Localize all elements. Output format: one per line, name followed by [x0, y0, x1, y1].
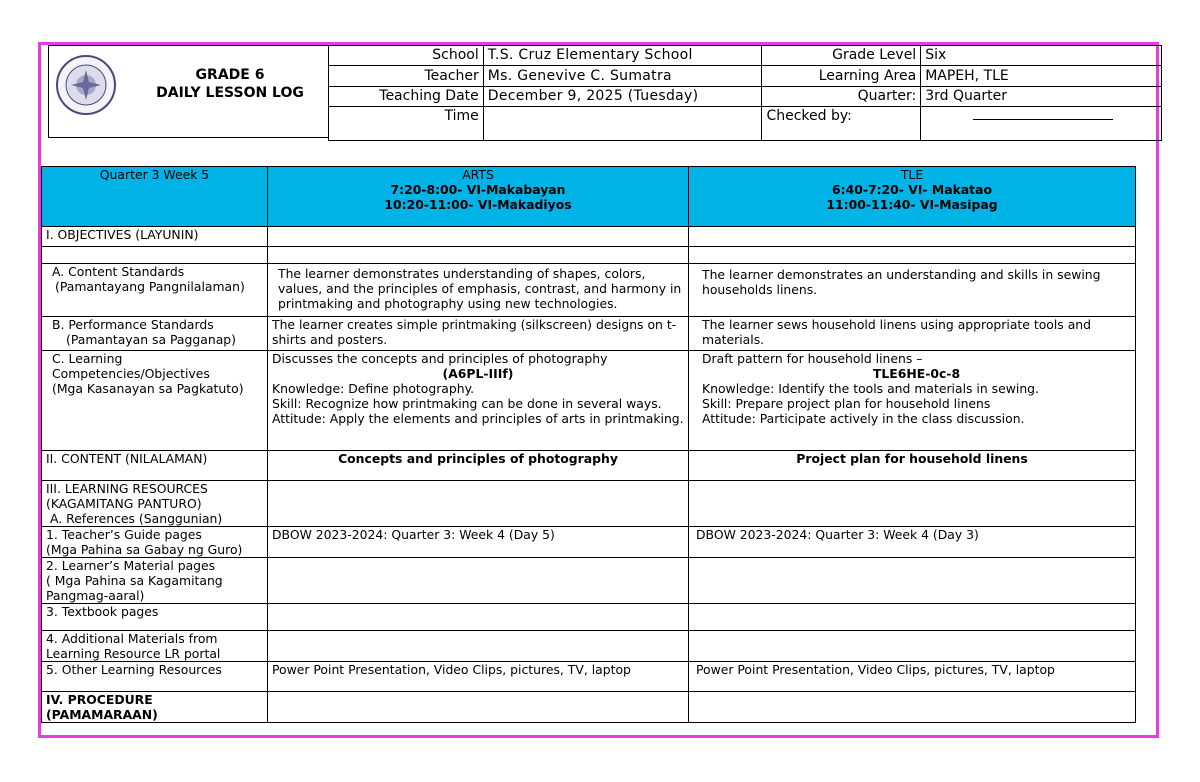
- additional-materials-arts: [268, 631, 689, 662]
- table-row: [42, 247, 1136, 264]
- deped-seal-icon: [55, 54, 117, 116]
- learners-material-arts: [268, 558, 689, 604]
- label-line: (PAMAMARAAN): [46, 707, 158, 722]
- label-line: (Pamantayang Pangnilalaman): [55, 279, 245, 294]
- quarter-value: 3rd Quarter: [921, 86, 1162, 106]
- table-row: [42, 481, 1136, 527]
- arts-schedule-1: 7:20-8:00- VI-Makabayan: [390, 182, 566, 197]
- label-line: Pangmag-aaral): [46, 588, 145, 603]
- document-title: [135, 66, 325, 102]
- label-line: ( Mga Pahina sa Kagamitang: [46, 573, 223, 588]
- table-row: [42, 227, 1136, 247]
- content-tle: Project plan for household linens: [689, 451, 1136, 481]
- label-line: A. References (Sanggunian): [50, 511, 223, 526]
- table-row: [42, 558, 1136, 604]
- checked-label: Checked by:: [762, 107, 921, 141]
- label-line: (Mga Kasanayan sa Pagkatuto): [52, 381, 244, 396]
- date-label: Teaching Date: [329, 86, 484, 106]
- tle-schedule-2: 11:00-11:40- VI-Masipag: [826, 197, 998, 212]
- table-row: [42, 692, 1136, 723]
- performance-standards-tle: The learner sews household linens using appropriate tools and materials.: [689, 317, 1136, 351]
- school-label: School: [329, 46, 484, 66]
- tle-header-cell: [689, 167, 1136, 227]
- content-label: II. CONTENT (NILALAMAN): [42, 451, 268, 481]
- table-row: [42, 527, 1136, 558]
- checked-signature: [921, 107, 1162, 141]
- header-title-cell: [48, 45, 328, 138]
- competencies-label: [42, 351, 268, 451]
- label-line: (Mga Pahina sa Gabay ng Guro): [46, 542, 243, 557]
- teachers-guide-arts: DBOW 2023-2024: Quarter 3: Week 4 (Day 5): [268, 527, 689, 558]
- textbook-tle: [689, 604, 1136, 631]
- label-line: Learning Resource LR portal: [46, 646, 221, 661]
- quarter-label: Quarter:: [762, 86, 921, 106]
- teacher-value: Ms. Genevive C. Sumatra: [483, 66, 762, 86]
- competencies-arts: [268, 351, 689, 451]
- label-line: IV. PROCEDURE: [46, 692, 153, 707]
- arts-comp-attitude: Attitude: Apply the elements and principles of arts in printmaking.: [272, 411, 684, 426]
- blank-cell: [268, 247, 689, 264]
- grade-value: Six: [921, 46, 1162, 66]
- header-info-table: [328, 45, 1162, 141]
- label-line: 1. Teacher’s Guide pages: [46, 527, 202, 542]
- table-row: [42, 451, 1136, 481]
- grade-label: Grade Level: [762, 46, 921, 66]
- label-line: 4. Additional Materials from: [46, 631, 218, 646]
- teachers-guide-label: [42, 527, 268, 558]
- performance-standards-arts: The learner creates simple printmaking (silkscreen) designs on t-shirts and posters.: [268, 317, 689, 351]
- label-line: 2. Learner’s Material pages: [46, 558, 216, 573]
- table-row: [42, 662, 1136, 692]
- blank-cell: [689, 247, 1136, 264]
- objectives-label: I. OBJECTIVES (LAYUNIN): [42, 227, 268, 247]
- other-resources-arts: Power Point Presentation, Video Clips, pictures, TV, laptop: [268, 662, 689, 692]
- label-line: A. Content Standards: [52, 264, 185, 279]
- tle-comp-skill: Skill: Prepare project plan for household linens: [702, 396, 991, 411]
- tle-comp-code: TLE6HE-0c-8: [872, 366, 961, 381]
- content-standards-label: [42, 264, 268, 317]
- tle-comp-attitude: Attitude: Participate actively in the class discussion.: [702, 411, 1025, 426]
- date-value: December 9, 2025 (Tuesday): [483, 86, 762, 106]
- arts-comp-skill: Skill: Recognize how printmaking can be done in several ways.: [272, 396, 662, 411]
- procedure-arts: [268, 692, 689, 723]
- table-row: [42, 317, 1136, 351]
- time-value: [483, 107, 762, 141]
- header: [48, 45, 1162, 138]
- title-grade: GRADE 6: [195, 67, 265, 83]
- table-row: [42, 351, 1136, 451]
- label-line: C. Learning: [52, 351, 123, 366]
- resources-label: [42, 481, 268, 527]
- table-row: [42, 264, 1136, 317]
- label-line: (KAGAMITANG PANTURO): [46, 496, 202, 511]
- tle-comp-knowledge: Knowledge: Identify the tools and materials in sewing.: [702, 381, 1039, 396]
- label-line: B. Performance Standards: [52, 317, 214, 332]
- arts-header-cell: [268, 167, 689, 227]
- learners-material-label: [42, 558, 268, 604]
- teachers-guide-tle: DBOW 2023-2024: Quarter 3: Week 4 (Day 3): [689, 527, 1136, 558]
- tle-schedule-1: 6:40-7:20- VI- Makatao: [832, 182, 992, 197]
- signature-line: [973, 107, 1113, 120]
- area-label: Learning Area: [762, 66, 921, 86]
- arts-comp-knowledge: Knowledge: Define photography.: [272, 381, 475, 396]
- time-label: Time: [329, 107, 484, 141]
- area-value: MAPEH, TLE: [921, 66, 1162, 86]
- label-line: (Pamantayan sa Pagganap): [66, 332, 236, 347]
- content-standards-arts: The learner demonstrates understanding of shapes, colors, values, and the principles of emphasis, contrast, and harmony in printmaking and photography using new technologies.: [268, 264, 689, 317]
- procedure-tle: [689, 692, 1136, 723]
- table-row: [42, 631, 1136, 662]
- textbook-label: 3. Textbook pages: [42, 604, 268, 631]
- content-arts: Concepts and principles of photography: [268, 451, 689, 481]
- lesson-log-table: [41, 166, 1136, 723]
- arts-comp-code: (A6PL-IIIf): [442, 366, 514, 381]
- teacher-label: Teacher: [329, 66, 484, 86]
- additional-materials-tle: [689, 631, 1136, 662]
- objectives-tle: [689, 227, 1136, 247]
- resources-arts: [268, 481, 689, 527]
- tle-comp-intro: Draft pattern for household linens –: [702, 351, 923, 366]
- table-row: [42, 604, 1136, 631]
- arts-schedule-2: 10:20-11:00- VI-Makadiyos: [384, 197, 572, 212]
- competencies-tle: [689, 351, 1136, 451]
- performance-standards-label: [42, 317, 268, 351]
- arts-comp-intro: Discusses the concepts and principles of photography: [272, 351, 608, 366]
- procedure-label: [42, 692, 268, 723]
- other-resources-tle: Power Point Presentation, Video Clips, pictures, TV, laptop: [689, 662, 1136, 692]
- textbook-arts: [268, 604, 689, 631]
- label-line: Competencies/Objectives: [52, 366, 210, 381]
- label-line: III. LEARNING RESOURCES: [46, 481, 208, 496]
- blank-cell: [42, 247, 268, 264]
- objectives-arts: [268, 227, 689, 247]
- arts-title: ARTS: [462, 167, 494, 182]
- table-header-row: [42, 167, 1136, 227]
- resources-tle: [689, 481, 1136, 527]
- school-value: T.S. Cruz Elementary School: [483, 46, 762, 66]
- learners-material-tle: [689, 558, 1136, 604]
- additional-materials-label: [42, 631, 268, 662]
- title-log: DAILY LESSON LOG: [156, 85, 304, 101]
- tle-title: TLE: [900, 167, 924, 182]
- other-resources-label: 5. Other Learning Resources: [42, 662, 268, 692]
- week-cell: Quarter 3 Week 5: [42, 167, 268, 227]
- content-standards-tle: The learner demonstrates an understanding and skills in sewing households linens.: [689, 264, 1136, 317]
